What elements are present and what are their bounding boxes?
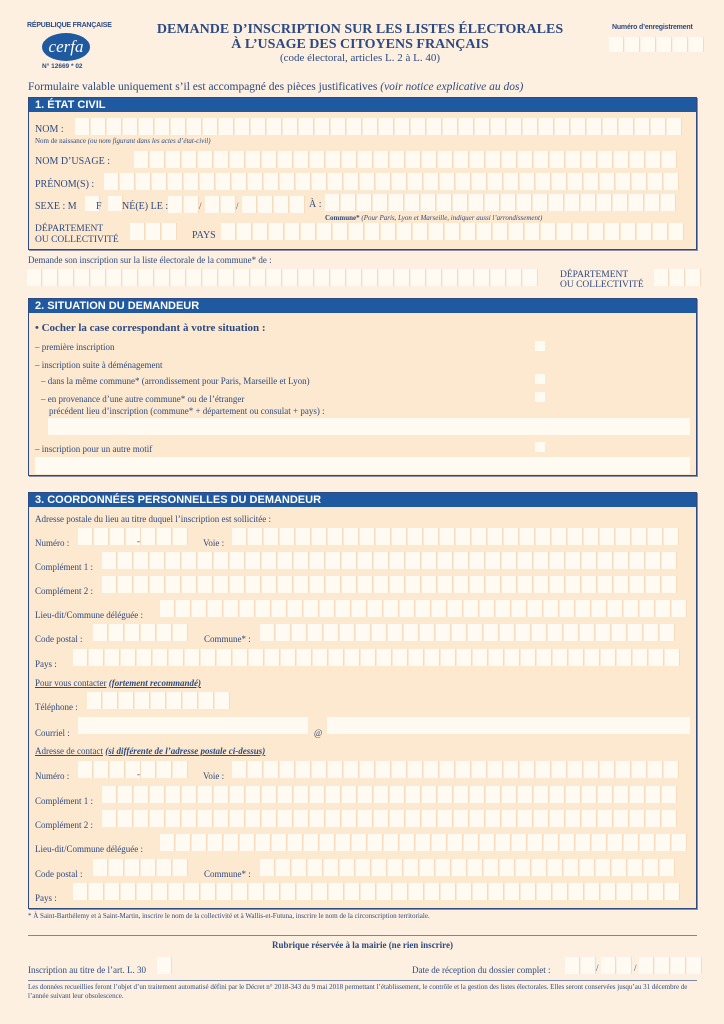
nom-usage-label: NOM D’USAGE : bbox=[35, 156, 110, 167]
form-title-line2: À L’USAGE DES CITOYENS FRANÇAIS bbox=[231, 37, 489, 52]
premiere-inscription-checkbox[interactable] bbox=[535, 341, 545, 351]
divider bbox=[28, 980, 697, 981]
birth-commune-input[interactable] bbox=[325, 194, 677, 211]
option-meme-commune: – dans la même commune* (arrondissement pour Paris, Marseille et Lyon) bbox=[41, 376, 310, 386]
section-2-title: 2. SITUATION DU DEMANDEUR bbox=[29, 299, 696, 313]
contact-complement2-input[interactable] bbox=[102, 810, 678, 827]
sexe-label: SEXE : M bbox=[35, 201, 77, 212]
contact-lieu-dit-input[interactable] bbox=[160, 834, 688, 851]
nom-input[interactable] bbox=[75, 118, 683, 135]
contact-code-postal-label: Code postal : bbox=[35, 869, 83, 879]
date-separator: / bbox=[596, 963, 599, 973]
cerfa-logo: cerfa bbox=[42, 33, 90, 61]
courriel-label: Courriel : bbox=[35, 728, 70, 738]
numero-input[interactable] bbox=[78, 528, 142, 545]
code-postal-label: Code postal : bbox=[35, 634, 83, 644]
birth-country-input[interactable] bbox=[221, 223, 685, 240]
birth-place-label: À : bbox=[309, 199, 322, 210]
contact-commune-label: Commune* : bbox=[204, 869, 251, 879]
contact-complement1-input[interactable] bbox=[102, 786, 678, 803]
section-3-title: 3. COORDONNÉES PERSONNELLES DU DEMANDEUR bbox=[29, 493, 696, 507]
pays-label: PAYS bbox=[192, 230, 216, 241]
contact-commune-input[interactable] bbox=[260, 859, 676, 876]
contact-pays-input[interactable] bbox=[73, 883, 681, 900]
courriel-domain-input[interactable] bbox=[327, 717, 690, 734]
form-title-line1: DEMANDE D’INSCRIPTION SUR LES LISTES ÉLECTORALES bbox=[156, 22, 564, 37]
contact-voie-input[interactable] bbox=[232, 761, 680, 778]
date-separator: / bbox=[199, 201, 202, 211]
footnote: * À Saint-Barthélemy et à Saint-Martin, inscrire le nom de la collectivité et à Wallis-et-Futuna, inscrire le nom de la circonscription territoriale. bbox=[28, 912, 430, 920]
meme-commune-checkbox[interactable] bbox=[535, 374, 545, 384]
nom-label: NOM : bbox=[35, 124, 64, 135]
numero-label: Numéro : bbox=[35, 538, 70, 548]
cerfa-number: N° 12669 * 02 bbox=[42, 63, 83, 70]
pays-input[interactable] bbox=[73, 649, 681, 666]
situation-instruction: • Cocher la case correspondant à votre situation : bbox=[35, 322, 266, 334]
demande-departement-input[interactable] bbox=[654, 269, 702, 286]
validity-notice: Formulaire valable uniquement s’il est accompagné des pièces justificatives (voir notice explicative au dos) bbox=[28, 81, 524, 93]
option-demenagement: – inscription suite à déménagement bbox=[35, 360, 163, 370]
inscription-l30-label: Inscription au titre de l’art. L. 30 bbox=[28, 965, 146, 975]
address-intro: Adresse postale du lieu au titre duquel l’inscription est sollicitée : bbox=[35, 514, 271, 524]
courriel-local-input[interactable] bbox=[78, 717, 308, 734]
telephone-label: Téléphone : bbox=[35, 702, 78, 712]
contact-code-postal-input[interactable] bbox=[93, 859, 189, 876]
voie-label: Voie : bbox=[203, 538, 225, 548]
commune-label: Commune* : bbox=[204, 634, 251, 644]
nom-hint: Nom de naissance (ou nom figurant dans les actes d’état-civil) bbox=[35, 137, 211, 145]
demande-label: Demande son inscription sur la liste électorale de la commune* de : bbox=[28, 255, 272, 265]
autre-motif-checkbox[interactable] bbox=[535, 442, 545, 452]
option-premiere-inscription: – première inscription bbox=[35, 342, 115, 352]
registration-number-boxes bbox=[609, 37, 705, 52]
contact-voie-label: Voie : bbox=[203, 771, 225, 781]
complement2-label: Complément 2 : bbox=[35, 586, 93, 596]
commune-input[interactable] bbox=[260, 624, 676, 641]
date-reception-label: Date de réception du dossier complet : bbox=[412, 965, 551, 975]
date-reception-month[interactable] bbox=[601, 957, 633, 974]
option-autre-commune: – en provenance d’une autre commune* ou de l’étranger bbox=[41, 394, 245, 404]
complement1-input[interactable] bbox=[102, 552, 678, 569]
contact-complement2-label: Complément 2 : bbox=[35, 820, 93, 830]
contact-complement1-label: Complément 1 : bbox=[35, 796, 93, 806]
mairie-heading: Rubrique réservée à la mairie (ne rien inscrire) bbox=[271, 940, 454, 950]
lieu-dit-label: Lieu-dit/Commune déléguée : bbox=[35, 610, 143, 620]
sexe-f-label: F bbox=[96, 201, 102, 212]
divider bbox=[28, 935, 697, 936]
at-sign: @ bbox=[314, 728, 323, 738]
section-1-title: 1. ÉTAT CIVIL bbox=[29, 98, 696, 112]
date-separator: / bbox=[236, 201, 239, 211]
birth-month-input[interactable] bbox=[205, 196, 237, 213]
birth-departement-input[interactable] bbox=[130, 223, 178, 240]
date-reception-year[interactable] bbox=[639, 957, 703, 974]
prenoms-input[interactable] bbox=[104, 173, 680, 190]
registration-number-label: Numéro d’enregistrement bbox=[612, 24, 693, 31]
nom-usage-input[interactable] bbox=[134, 151, 678, 168]
complement1-label: Complément 1 : bbox=[35, 562, 93, 572]
departement-label: DÉPARTEMENT OU COLLECTIVITÉ bbox=[35, 224, 119, 245]
inscription-l30-checkbox[interactable] bbox=[157, 957, 173, 974]
numero-suffix-input[interactable] bbox=[141, 528, 189, 545]
contact-numero-input[interactable] bbox=[78, 761, 142, 778]
precedent-lieu-input[interactable] bbox=[48, 418, 690, 435]
voie-input[interactable] bbox=[232, 528, 680, 545]
ne-le-label: NÉ(E) LE : bbox=[122, 201, 169, 212]
republique-francaise-label: RÉPUBLIQUE FRANÇAISE bbox=[27, 22, 112, 29]
autre-motif-input[interactable] bbox=[35, 457, 690, 474]
date-separator: / bbox=[634, 963, 637, 973]
numero-dash: - bbox=[137, 536, 140, 546]
contact-heading: Pour vous contacter (fortement recommandé) bbox=[35, 678, 201, 688]
demande-commune-input[interactable] bbox=[27, 269, 539, 286]
autre-commune-checkbox[interactable] bbox=[535, 392, 545, 402]
code-postal-input[interactable] bbox=[93, 624, 189, 641]
commune-hint: Commune* (Pour Paris, Lyon et Marseille, indiquer aussi l’arrondissement) bbox=[325, 214, 543, 222]
contact-numero-label: Numéro : bbox=[35, 771, 70, 781]
contact-lieu-dit-label: Lieu-dit/Commune déléguée : bbox=[35, 844, 143, 854]
pays-label: Pays : bbox=[35, 659, 57, 669]
birth-day-input[interactable] bbox=[168, 196, 200, 213]
birth-year-input[interactable] bbox=[242, 196, 306, 213]
contact-numero-suffix-input[interactable] bbox=[141, 761, 189, 778]
option-autre-motif: – inscription pour un autre motif bbox=[35, 444, 153, 454]
form-subtitle: (code électoral, articles L. 2 à L. 40) bbox=[279, 52, 441, 64]
demande-departement-label: DÉPARTEMENT OU COLLECTIVITÉ bbox=[560, 270, 644, 290]
telephone-input[interactable] bbox=[87, 692, 231, 709]
lieu-dit-input[interactable] bbox=[160, 600, 688, 617]
contact-address-heading: Adresse de contact (si différente de l’adresse postale ci-dessus) bbox=[35, 746, 266, 756]
legal-notice: Les données recueillies feront l’objet d’un traitement automatisé défini par le Décret n° 2018-343 du 9 mai 2018 permettant l’établissement, le contrôle et la gestion des listes électorales. Elles seront conservées jusqu’au 31 décembre de l’année suivant leur obsolescence. bbox=[28, 983, 688, 1000]
precedent-lieu-label: précédent lieu d’inscription (commune* + département ou consulat + pays) : bbox=[49, 406, 325, 416]
contact-pays-label: Pays : bbox=[35, 893, 57, 903]
contact-numero-dash: - bbox=[137, 769, 140, 779]
date-reception-day[interactable] bbox=[565, 957, 597, 974]
complement2-input[interactable] bbox=[102, 576, 678, 593]
prenoms-label: PRÉNOM(S) : bbox=[35, 179, 95, 190]
